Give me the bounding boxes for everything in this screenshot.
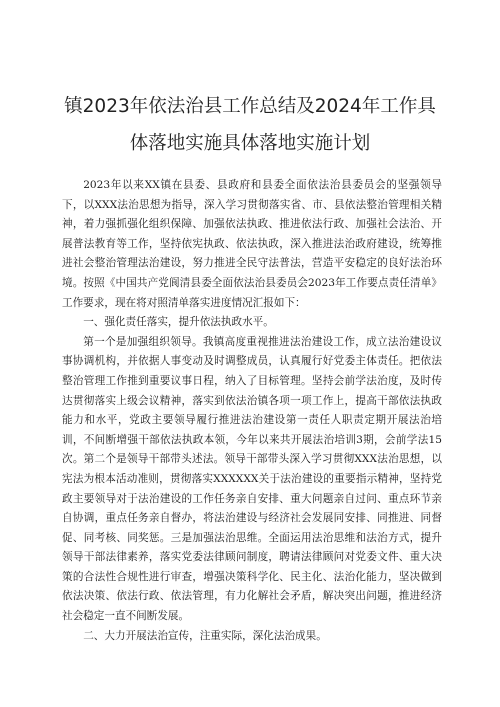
paragraph-intro: 2023年以来XX镇在县委、县政府和县委全面依法治县委员会的坚强领导下，以XXX法治思想为指导，深入学习贯彻落实省、市、县依法整治管理相关精神，着力强抓强化组织保障、加强依法执政、推进依法行政、加强社会法治、开展普法教育等工作，坚持依宪执政、依法执政，深入推进法治政府建设，统筹推进社会整治管理法治建设，努力推进全民守法普法，营造平安稳定的良好法治环境。按照《中国共产党阆清县委全面依法治县委员会2023年工作要点责任清单》工作要求，现在将对照清单落实进度情况汇报如下：: [62, 179, 442, 309]
section-heading-1: 一、强化责任落实，提升依法执政水平。: [83, 316, 274, 329]
title-line-1: 镇2023年依法治县工作总结及2024年工作具: [64, 96, 436, 117]
title-line-2: 体落地实施具体落地实施计划: [129, 133, 371, 154]
section-heading-2: 二、大力开展法治宣传，注重实际，深化法治成果。: [83, 629, 327, 642]
document-title: [0, 88, 500, 162]
paragraph-section-1: 第一个是加强组织领导。我镇高度重视推进法治建设工作，成立法治建设议事协调机构，并依据人事变动及时调整成员，认真履行好党委主体责任。把依法整治管理工作推到重要议事日程，纳入了目标管理。坚持会前学法治度，及时传达贯彻落实上级会议精神，落实到依法治镇各项一项工作上，提高干部依法执政能力和水平，党政主要领导履行推进法治建设第一责任人职责定期开展法治培训，不间断增强干部依法执政本领，今年以来共开展法治培训3期，会前学法15次。第二个是领导干部带头述法。领导干部带头深入学习贯彻XXX法治思想，以宪法为根本活动准则，贯彻落实XXXXXX关于法治建设的重要指示精神，坚持党政主要领导对于法治建设的工作任务亲自安排、重大问题亲自过问、重点环节亲自协调，重点任务亲自督办，将法治建设与经济社会发展同安排、同推进、同督促、同考核、同奖惩。三是加强法治思维。全面运用法治思维和法治方式，提升领导干部法律素养，落实党委法律顾问制度，聘请法律顾问对党委文件、重大决策的合法性合规性进行审查，增强决策科学化、民主化、法治化能力，坚决做到依法决策、依法行政、依法管理，有力化解社会矛盾，解决突出问题，推进经济社会稳定一直不间断发展。: [62, 335, 442, 623]
document-body: [62, 176, 442, 646]
